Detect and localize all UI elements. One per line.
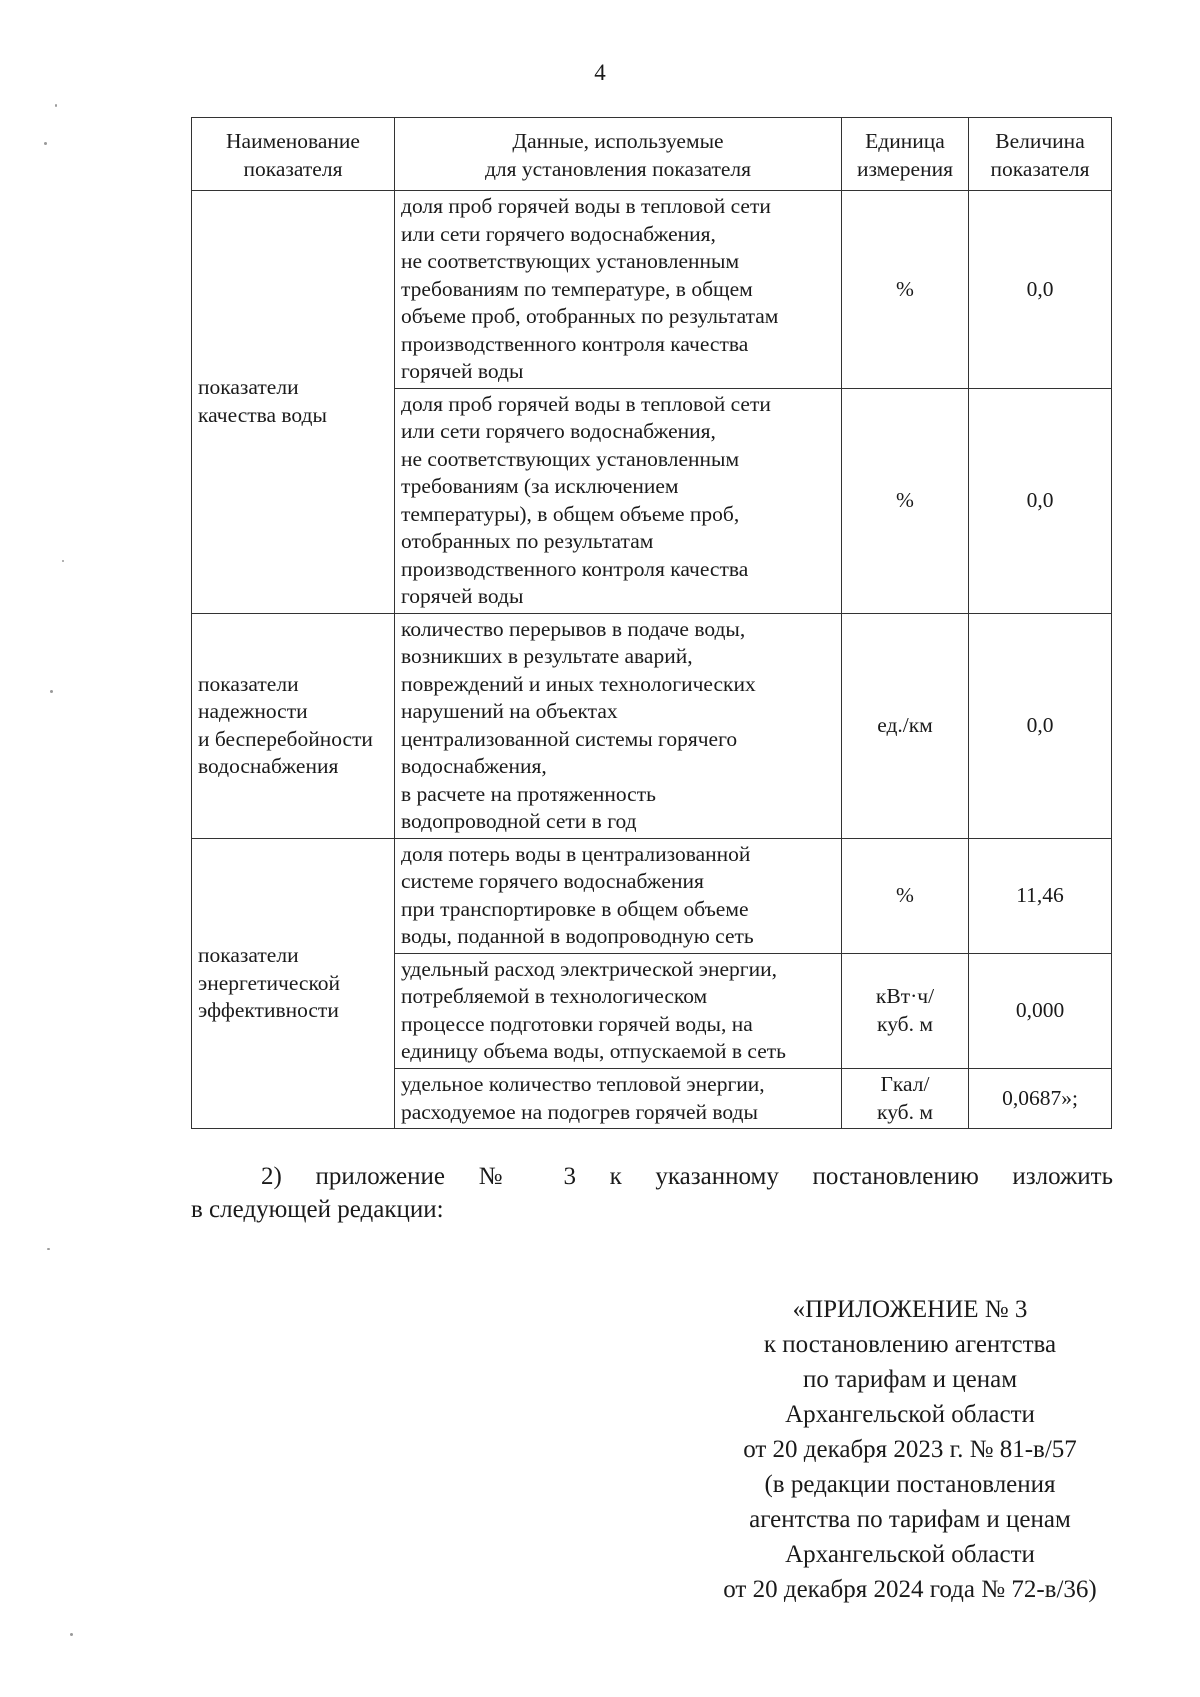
cell-line: надежности — [198, 699, 308, 724]
paragraph-line-2: в следующей редакции: — [191, 1196, 444, 1223]
row-data — [395, 953, 842, 1068]
page-number: 4 — [594, 60, 606, 85]
cell-line: в расчете на протяженность — [401, 781, 656, 806]
cell-line: удельное количество тепловой энергии, — [401, 1071, 765, 1096]
row-unit — [842, 613, 969, 838]
appendix-line: по тарифам и ценам — [802, 1366, 1018, 1393]
table-row — [192, 191, 1112, 389]
row-value: 11,46 — [969, 838, 1112, 953]
row-data — [395, 388, 842, 613]
cell-line: горячей воды — [401, 584, 524, 609]
row-unit — [842, 388, 969, 613]
cell-line: показателя — [990, 157, 1090, 181]
table-row — [192, 838, 1112, 953]
cell-line: эффективности — [198, 998, 339, 1023]
row-unit — [842, 191, 969, 389]
cell-line: показатели — [198, 943, 299, 968]
cell-line: кВт·ч/ — [875, 984, 935, 1009]
row-data — [395, 613, 842, 838]
scan-speck — [55, 104, 57, 107]
cell-line: Гкал/ — [880, 1071, 930, 1096]
cell-line: не соответствующих установленным — [401, 249, 740, 274]
cell-line: Величина — [995, 129, 1085, 154]
cell-line: куб. м — [877, 1011, 933, 1036]
group-name-water-quality — [192, 191, 395, 614]
cell-line: % — [896, 487, 914, 512]
group-name-energy-efficiency — [192, 838, 395, 1128]
row-value: 0,0 — [969, 613, 1112, 838]
cell-line: или сети горячего водоснабжения, — [401, 419, 716, 444]
row-value: 0,000 — [969, 953, 1112, 1068]
cell-line: показатели — [198, 671, 299, 696]
cell-line: не соответствующих установленным — [401, 446, 740, 471]
cell-line: водопроводной сети в год — [401, 809, 637, 834]
cell-line: или сети горячего водоснабжения, — [401, 221, 716, 246]
scan-speck — [62, 560, 64, 562]
header-unit — [842, 118, 969, 191]
row-value: 0,0687»; — [969, 1068, 1112, 1128]
table-row — [192, 613, 1112, 838]
row-unit — [842, 838, 969, 953]
cell-line: доля потерь воды в централизованной — [401, 841, 751, 866]
header-value — [969, 118, 1112, 191]
cell-line: % — [896, 883, 914, 908]
header-indicator-name — [192, 118, 395, 191]
cell-line: воды, поданной в водопроводную сеть — [401, 924, 754, 949]
cell-line: для установления показателя — [484, 157, 752, 181]
cell-line: нарушений на объектах — [401, 699, 618, 724]
cell-line: показателя — [243, 157, 343, 181]
row-unit — [842, 1068, 969, 1128]
appendix-line: от 20 декабря 2024 года № 72-в/36) — [723, 1576, 1097, 1603]
row-data — [395, 838, 842, 953]
cell-line: при транспортировке в общем объеме — [401, 896, 749, 921]
appendix-line: от 20 декабря 2023 г. № 81-в/57 — [743, 1436, 1077, 1463]
table-header-row — [192, 118, 1112, 191]
cell-line: температуры), в общем объеме проб, — [401, 501, 740, 526]
cell-line: требованиям по температуре, в общем — [401, 276, 753, 301]
appendix-line: «ПРИЛОЖЕНИЕ № 3 — [792, 1296, 1028, 1323]
cell-line: ед./км — [877, 713, 933, 738]
cell-line: объеме проб, отобранных по результатам — [401, 304, 779, 329]
header-indicator-data — [395, 118, 842, 191]
cell-line: возникших в результате аварий, — [401, 644, 693, 669]
cell-line: измерения — [856, 157, 954, 181]
cell-line: расходуемое на подогрев горячей воды — [401, 1099, 758, 1124]
cell-line: процессе подготовки горячей воды, на — [401, 1011, 753, 1036]
row-data — [395, 191, 842, 389]
cell-line: Данные, используемые — [512, 129, 724, 154]
scan-speck — [44, 142, 47, 145]
scan-speck — [50, 690, 53, 693]
cell-line: повреждений и иных технологических — [401, 671, 756, 696]
appendix-heading-block — [690, 1292, 1130, 1607]
row-unit — [842, 953, 969, 1068]
cell-line: централизованной системы горячего — [401, 726, 738, 751]
appendix-line: агентства по тарифам и ценам — [749, 1506, 1071, 1533]
row-value: 0,0 — [969, 388, 1112, 613]
cell-line: потребляемой в технологическом — [401, 984, 708, 1009]
cell-line: водоснабжения, — [401, 754, 547, 779]
appendix-line: к постановлению агентства — [763, 1331, 1057, 1358]
cell-line: доля проб горячей воды в тепловой сети — [401, 391, 771, 416]
cell-line: единицу объема воды, отпускаемой в сеть — [401, 1039, 786, 1064]
cell-line: Наименование — [226, 129, 360, 154]
cell-line: производственного контроля качества — [401, 331, 749, 356]
cell-line: горячей воды — [401, 359, 524, 384]
scan-speck — [70, 1633, 73, 1636]
cell-line: и бесперебойности — [198, 726, 373, 751]
appendix-line: Архангельской области — [785, 1541, 1035, 1568]
group-name-reliability — [192, 613, 395, 838]
cell-line: производственного контроля качества — [401, 556, 749, 581]
cell-line: доля проб горячей воды в тепловой сети — [401, 194, 771, 218]
paragraph-line-1: 2) приложение № 3 к указанному постановлению изложить — [261, 1163, 1113, 1190]
cell-line: куб. м — [877, 1099, 933, 1124]
row-data — [395, 1068, 842, 1128]
indicators-table — [191, 117, 1112, 1129]
cell-line: удельный расход электрической энергии, — [401, 956, 778, 981]
cell-line: требованиям (за исключением — [401, 474, 679, 499]
cell-line: отобранных по результатам — [401, 529, 654, 554]
cell-line: количество перерывов в подаче воды, — [401, 616, 746, 641]
cell-line: % — [896, 276, 914, 301]
appendix-line: (в редакции постановления — [764, 1471, 1056, 1498]
cell-line: показатели — [198, 375, 299, 400]
cell-line: Единица — [865, 129, 945, 154]
scan-speck — [47, 1248, 50, 1250]
cell-line: системе горячего водоснабжения — [401, 869, 704, 894]
amendment-paragraph — [191, 1160, 1113, 1226]
cell-line: качества воды — [198, 402, 327, 427]
cell-line: водоснабжения — [198, 754, 339, 779]
cell-line: энергетической — [198, 970, 341, 995]
row-value: 0,0 — [969, 191, 1112, 389]
appendix-line: Архангельской области — [785, 1401, 1035, 1428]
